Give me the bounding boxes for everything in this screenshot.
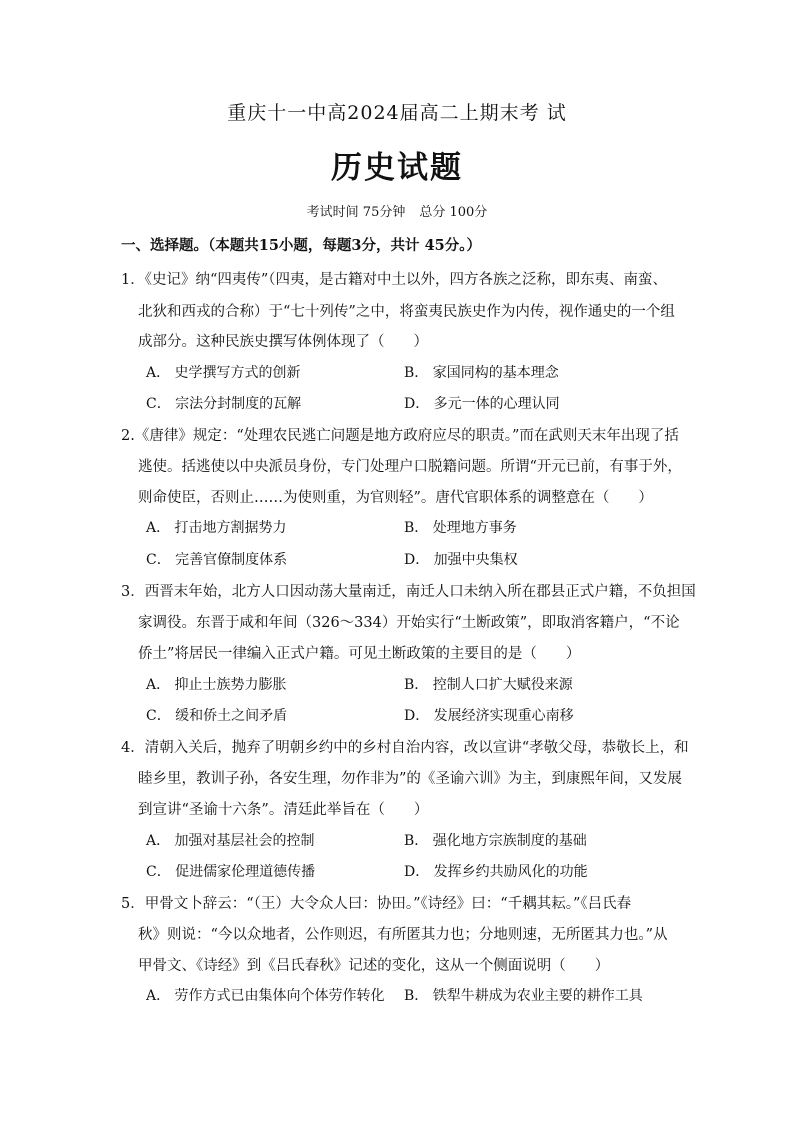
total-score: 总分 100分 (419, 205, 488, 220)
question-5-line-1: 5．甲骨文卜辞云：“（王）大令众人曰：协田。”《诗经》曰：“千耦其耘。”《吕氏春 (121, 896, 632, 912)
question-3-option-a[interactable]: A． 抑止士族势力膨胀 (146, 677, 287, 693)
question-2-option-b[interactable]: B． 处理地方事务 (404, 520, 517, 536)
question-2-option-c[interactable]: C． 完善官僚制度体系 (146, 552, 288, 568)
question-1-option-c[interactable]: C． 宗法分封制度的瓦解 (146, 396, 302, 412)
question-2-option-d[interactable]: D． 加强中央集权 (404, 552, 518, 568)
question-4-option-a[interactable]: A． 加强对基层社会的控制 (146, 833, 315, 849)
question-4-line-1: 4．清朝入关后，抛弃了明朝乡约中的乡村自治内容，改以宣讲“孝敬父母，恭敬长上，和 (121, 740, 689, 756)
question-1-line-3: 成部分。这种民族史撰写体例体现了（ ） (138, 334, 428, 350)
question-3-option-b[interactable]: B． 控制人口扩大赋役来源 (404, 677, 573, 693)
question-5-option-a[interactable]: A． 劳作方式已由集体向个体劳作转化 (146, 988, 385, 1004)
question-1-option-b[interactable]: B． 家国同构的基本理念 (404, 365, 559, 381)
question-2-line-3: 则命使臣，否则止……为使则重，为官则轻”。唐代官职体系的调整意在（ ） (138, 490, 653, 506)
question-2-line-2: 逃使。括逃使以中央派员身份，专门处理户口脱籍问题。所谓“开元已前，有事于外， (138, 459, 682, 475)
question-4-option-c[interactable]: C． 促进儒家伦理道德传播 (146, 864, 316, 880)
question-3-option-c[interactable]: C． 缓和侨土之间矛盾 (146, 708, 288, 724)
exam-info (0, 201, 794, 220)
question-3-line-3: 侨土”将居民一律编入正式户籍。可见土断政策的主要目的是（ ） (138, 646, 581, 662)
subject-title: 历史试题 (331, 150, 463, 186)
question-1-option-a[interactable]: A． 史学撰写方式的创新 (146, 365, 301, 381)
section-title: 一、选择题。（本题共15小题，每题3分，共计 45分。） (121, 237, 481, 254)
question-5-option-b[interactable]: B． 铁犁牛耕成为农业主要的耕作工具 (404, 988, 643, 1004)
question-1-line-2: 北狄和西戎的合称）于“七十列传”之中，将蛮夷民族史作为内传，视作通史的一个组 (138, 304, 675, 320)
school-title: 重庆十一中高2024届高二上期末考 试 (227, 102, 567, 124)
question-1-option-d[interactable]: D． 多元一体的心理认同 (404, 396, 560, 412)
question-4-line-3: 到宣讲“圣谕十六条”。清廷此举旨在（ ） (138, 802, 429, 818)
question-3-line-2: 家调役。东晋于咸和年间（326～334）开始实行“土断政策”，即取消客籍户，“不论 (138, 615, 680, 631)
question-3-line-1: 3．西晋末年始，北方人口因动荡大量南迁，南迁人口未纳入所在郡县正式户籍，不负担国 (121, 584, 696, 600)
question-5-line-2: 秋》则说：“今以众地者，公作则迟，有所匿其力也；分地则速，无所匿其力也。”从 (138, 927, 668, 943)
question-1-line-1: 1．《史记》纳“四夷传”（四夷，是古籍对中土以外，四方各族之泛称，即东夷、南蛮、 (121, 272, 668, 288)
question-4-option-b[interactable]: B． 强化地方宗族制度的基础 (404, 833, 587, 849)
question-2-option-a[interactable]: A． 打击地方割据势力 (146, 520, 287, 536)
question-4-option-d[interactable]: D． 发挥乡约共励风化的功能 (404, 864, 588, 880)
question-4-line-2: 睦乡里，教训子孙，各安生理，勿作非为”的《圣谕六训》为主，到康熙年间，又发展 (138, 771, 682, 787)
exam-time: 考试时间 75分钟 (306, 205, 406, 220)
question-3-option-d[interactable]: D． 发展经济实现重心南移 (404, 708, 574, 724)
question-5-line-3: 甲骨文、《诗经》到《吕氏春秋》记述的变化，这从一个侧面说明（ ） (138, 958, 610, 974)
question-2-line-1: 2.《唐律》规定：“处理农民逃亡问题是地方政府应尽的职责。”而在武则天末年出现了括 (121, 428, 679, 444)
